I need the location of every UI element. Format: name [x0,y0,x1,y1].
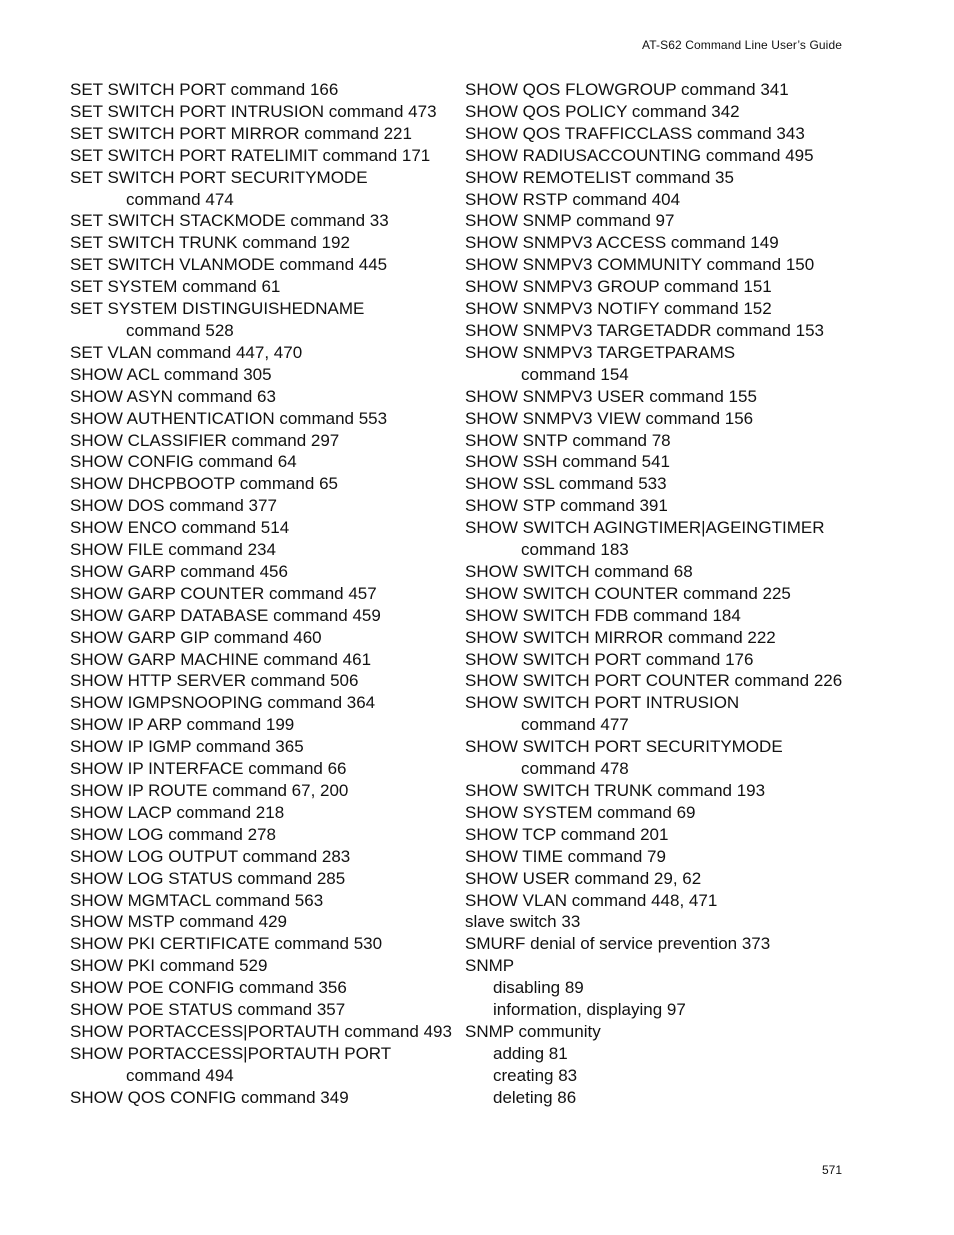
index-entry: SHOW PORTACCESS|PORTAUTH PORT [70,1043,392,1063]
index-entry: SHOW CLASSIFIER command 297 [70,430,340,450]
index-entry: SHOW GARP MACHINE command 461 [70,649,372,669]
index-subentry: disabling 89 [493,978,584,998]
index-entry: SHOW GARP COUNTER command 457 [70,583,377,603]
index-entry: SHOW TIME command 79 [465,846,666,866]
index-entry: SHOW SWITCH PORT SECURITYMODE [465,737,783,757]
index-entry-continuation: command 478 [521,759,629,779]
index-entry: SHOW SNMPV3 COMMUNITY command 150 [465,255,815,275]
index-entry: SHOW MSTP command 429 [70,912,287,932]
index-entry: SHOW LOG STATUS command 285 [70,868,346,888]
index-entry: SNMP community [465,1021,601,1041]
index-entry: SET SWITCH VLANMODE command 445 [70,255,388,275]
index-entry: SHOW SWITCH PORT INTRUSION [465,693,740,713]
index-entry: SHOW LACP command 218 [70,802,285,822]
index-entry-continuation: command 494 [126,1065,234,1085]
index-entry: SHOW SWITCH AGINGTIMER|AGEINGTIMER [465,518,825,538]
index-entry: SHOW QOS CONFIG command 349 [70,1087,349,1107]
index-entry: SHOW MGMTACL command 563 [70,890,324,910]
index-entry: SHOW PKI command 529 [70,956,268,976]
index-entry: SHOW SWITCH PORT command 176 [465,649,754,669]
index-subentry: deleting 86 [493,1087,577,1107]
index-entry: SHOW STP command 391 [465,496,668,516]
index-entry: SHOW IP INTERFACE command 66 [70,759,347,779]
index-entry: SHOW ENCO command 514 [70,518,290,538]
index-entry: SHOW SNMP command 97 [465,211,675,231]
index-entry: SHOW GARP command 456 [70,561,288,581]
index-entry: SHOW GARP GIP command 460 [70,627,322,647]
index-entry: SHOW SWITCH TRUNK command 193 [465,781,766,800]
index-entry: SET SWITCH TRUNK command 192 [70,233,350,253]
index-column-right [465,79,865,1109]
index-entry: SHOW GARP DATABASE command 459 [70,605,381,625]
index-entry: SHOW SNMPV3 NOTIFY command 152 [465,299,772,319]
index-entry: SHOW QOS TRAFFICCLASS command 343 [465,123,805,143]
index-entry: slave switch 33 [465,912,581,932]
index-entry: SET SWITCH PORT command 166 [70,80,339,99]
index-entry: SET SWITCH PORT RATELIMIT command 171 [70,145,431,165]
index-entry: SHOW QOS POLICY command 342 [465,101,740,121]
index-entry: SHOW SSL command 533 [465,474,667,494]
index-column-left [70,79,455,1109]
index-entry: SHOW SYSTEM command 69 [465,802,696,822]
index-entry: SHOW DOS command 377 [70,496,277,516]
index-entry: SHOW SNMPV3 USER command 155 [465,386,757,406]
index-entry: SHOW POE STATUS command 357 [70,1000,346,1020]
index-entry: SHOW SNMPV3 GROUP command 151 [465,277,772,297]
index-entry: SHOW SWITCH PORT COUNTER command 226 [465,671,843,691]
index-entry: SHOW SWITCH MIRROR command 222 [465,627,776,647]
index-entry: SHOW SNMPV3 TARGETADDR command 153 [465,320,824,340]
index-entry: SET SWITCH PORT INTRUSION command 473 [70,101,437,121]
index-entry: SHOW REMOTELIST command 35 [465,167,734,187]
index-entry-continuation: command 477 [521,715,629,735]
index-entry: SHOW LOG command 278 [70,824,276,844]
index-entry-continuation: command 474 [126,189,234,209]
index-entry: SHOW TCP command 201 [465,824,669,844]
index-entry: SMURF denial of service prevention 373 [465,934,771,954]
index-entry: SET SYSTEM command 61 [70,277,281,297]
index-entry: SET SWITCH PORT SECURITYMODE [70,167,368,187]
index-entry: SHOW CONFIG command 64 [70,452,297,472]
index-entry: SHOW SSH command 541 [465,452,671,472]
index-entry: SHOW USER command 29, 62 [465,868,702,888]
page-number: 571 [821,1163,842,1177]
index-entry-continuation: command 154 [521,364,629,384]
index-entry: SHOW SWITCH command 68 [465,561,693,581]
index-entry: SHOW PKI CERTIFICATE command 530 [70,934,383,954]
index-subentry: creating 83 [493,1065,578,1085]
index-entry: SHOW RSTP command 404 [465,189,681,209]
index-entry: SHOW DHCPBOOTP command 65 [70,474,338,494]
index-subentry: information, displaying 97 [493,1000,686,1020]
index-entry: SHOW QOS FLOWGROUP command 341 [465,80,789,99]
index-entry: SET SYSTEM DISTINGUISHEDNAME [70,299,365,319]
index-entry: SHOW RADIUSACCOUNTING command 495 [465,145,814,165]
index-entry: SHOW LOG OUTPUT command 283 [70,846,351,866]
index-entry: SHOW SNMPV3 TARGETPARAMS [465,342,736,362]
index-entry: SHOW AUTHENTICATION command 553 [70,408,388,428]
index-entry: SET VLAN command 447, 470 [70,342,303,362]
index-entry: SHOW SNTP command 78 [465,430,671,450]
index-entry: SHOW IP ROUTE command 67, 200 [70,781,349,800]
index-entry: SHOW IP ARP command 199 [70,715,295,735]
index-entry: SET SWITCH STACKMODE command 33 [70,211,389,231]
index-entry: SHOW POE CONFIG command 356 [70,978,347,998]
index-entry: SHOW SNMPV3 VIEW command 156 [465,408,754,428]
index-entry: SHOW ASYN command 63 [70,386,276,406]
index-entry-continuation: command 528 [126,320,234,340]
index-entry: SHOW SWITCH FDB command 184 [465,605,741,625]
index-entry: SET SWITCH PORT MIRROR command 221 [70,123,412,143]
running-header: AT-S62 Command Line User’s Guide [642,38,842,52]
index-entry: SHOW VLAN command 448, 471 [465,890,718,910]
index-entry: SHOW HTTP SERVER command 506 [70,671,359,691]
index-entry: SHOW IP IGMP command 365 [70,737,304,757]
index-entry: SNMP [465,956,515,976]
index-entry: SHOW ACL command 305 [70,364,272,384]
index-entry: SHOW PORTACCESS|PORTAUTH command 493 [70,1021,452,1041]
index-subentry: adding 81 [493,1043,568,1063]
index-entry-continuation: command 183 [521,540,629,560]
index-entry: SHOW FILE command 234 [70,540,276,560]
index-entry: SHOW SNMPV3 ACCESS command 149 [465,233,779,253]
index-entry: SHOW SWITCH COUNTER command 225 [465,583,791,603]
index-entry: SHOW IGMPSNOOPING command 364 [70,693,376,713]
